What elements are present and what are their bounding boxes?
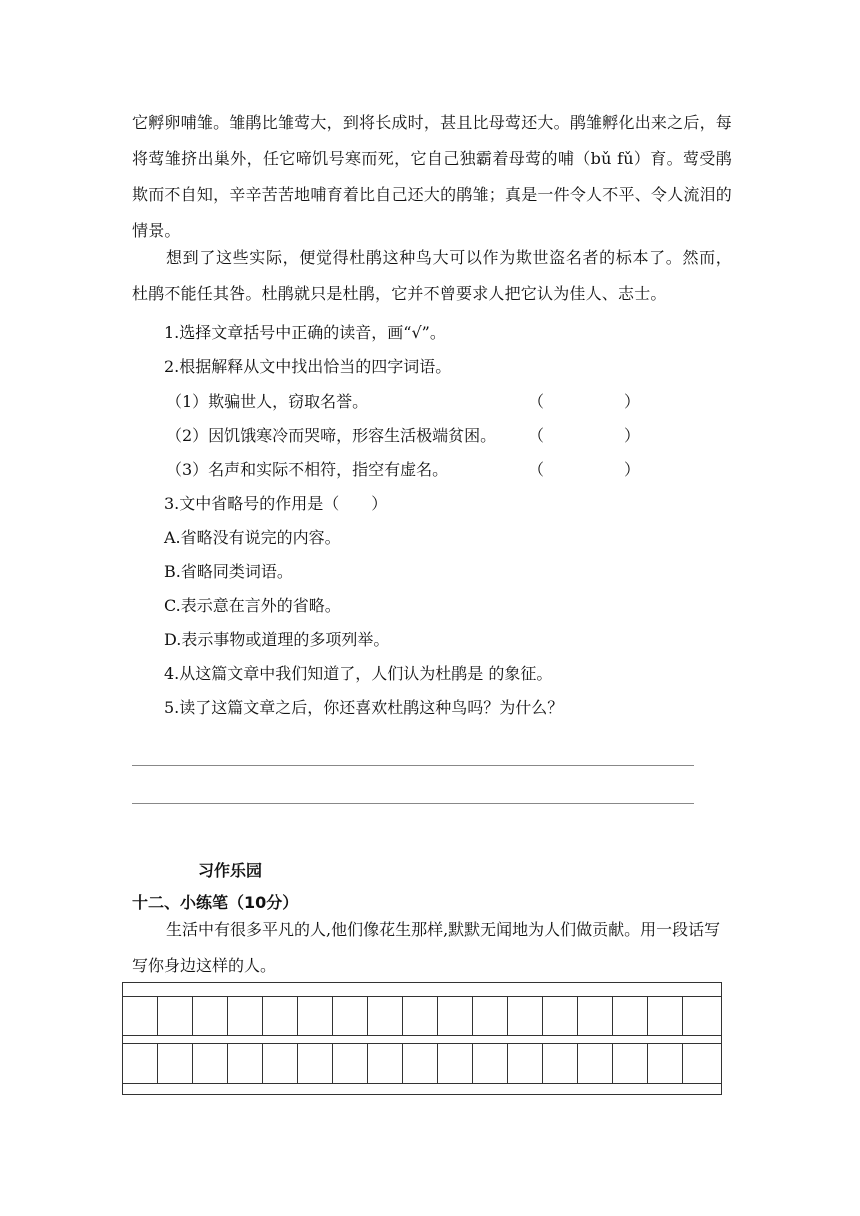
grid-cell[interactable] xyxy=(508,996,543,1035)
grid-cell[interactable] xyxy=(193,996,228,1035)
grid-cell[interactable] xyxy=(228,1043,263,1083)
answer-paren-close: ） xyxy=(624,426,641,445)
grid-cell[interactable] xyxy=(403,1043,438,1083)
grid-divider xyxy=(123,1083,721,1084)
grid-cell[interactable] xyxy=(333,1043,368,1083)
writing-heading: 习作乐园 xyxy=(198,861,263,880)
answer-line[interactable] xyxy=(132,765,694,766)
passage-paragraph-1: 它孵卵哺雏。雏鹃比雏莺大，到将长成时，甚且比母莺还大。鹃雏孵化出来之后，每将莺雏挤出巢外，任它啼饥号寒而死，它自己独霸着母莺的哺（bǔ fǔ）育。莺受鹃欺而不自知，辛辛苦苦地哺育着比自己还大的鹃雏；真是一件令人不平、令人流泪的情景。 xyxy=(132,113,732,240)
question-4: 4.从这篇文章中我们知道了，人们认为杜鹃是 的象征。 xyxy=(164,664,553,683)
answer-paren-open: （ xyxy=(528,392,545,411)
grid-cell[interactable] xyxy=(683,996,718,1035)
grid-row[interactable] xyxy=(123,996,721,1035)
grid-cell[interactable] xyxy=(648,996,683,1035)
grid-cell[interactable] xyxy=(368,1043,403,1083)
grid-cell[interactable] xyxy=(228,996,263,1035)
grid-cell[interactable] xyxy=(613,996,648,1035)
grid-row[interactable] xyxy=(123,1043,721,1083)
question-3-option-b: B.省略同类词语。 xyxy=(164,562,293,581)
question-2-item-3: （3）名声和实际不相符，指空有虚名。 xyxy=(166,460,449,479)
grid-cell[interactable] xyxy=(578,1043,613,1083)
answer-line[interactable] xyxy=(132,803,694,804)
question-3: 3.文中省略号的作用是（ ） xyxy=(164,494,388,513)
grid-cell[interactable] xyxy=(333,996,368,1035)
passage-paragraph-2: 想到了这些实际，便觉得杜鹃这种鸟大可以作为欺世盗名者的标本了。然而，杜鹃不能任其咎。杜鹃就只是杜鹃，它并不曾要求人把它认为佳人、志士。 xyxy=(132,248,732,303)
grid-cell[interactable] xyxy=(298,1043,333,1083)
grid-cell[interactable] xyxy=(543,996,578,1035)
writing-prompt: 生活中有很多平凡的人,他们像花生那样,默默无闻地为人们做贡献。用一段话写写你身边这样的人。 xyxy=(132,920,721,975)
grid-cell[interactable] xyxy=(263,996,298,1035)
question-2-item-1: （1）欺骗世人，窃取名誉。 xyxy=(166,392,369,411)
grid-cell[interactable] xyxy=(158,1043,193,1083)
grid-cell[interactable] xyxy=(648,1043,683,1083)
grid-cell[interactable] xyxy=(613,1043,648,1083)
writing-section-title: 十二、小练笔（10分） xyxy=(132,893,299,912)
grid-cell[interactable] xyxy=(543,1043,578,1083)
grid-cell[interactable] xyxy=(123,996,158,1035)
grid-cell[interactable] xyxy=(298,996,333,1035)
answer-paren-close: ） xyxy=(624,392,641,411)
grid-cell[interactable] xyxy=(438,996,473,1035)
grid-cell[interactable] xyxy=(508,1043,543,1083)
grid-cell[interactable] xyxy=(578,996,613,1035)
grid-cell[interactable] xyxy=(123,1043,158,1083)
grid-cell[interactable] xyxy=(158,996,193,1035)
grid-cell[interactable] xyxy=(438,1043,473,1083)
grid-cell[interactable] xyxy=(473,996,508,1035)
question-3-option-c: C.表示意在言外的省略。 xyxy=(164,596,341,615)
grid-cell[interactable] xyxy=(368,996,403,1035)
question-2: 2.根据解释从文中找出恰当的四字词语。 xyxy=(164,357,452,376)
grid-divider xyxy=(123,1035,721,1036)
question-2-item-2: （2）因饥饿寒冷而哭啼，形容生活极端贫困。 xyxy=(166,426,497,445)
question-1: 1.选择文章括号中正确的读音，画“√”。 xyxy=(164,323,446,342)
answer-paren-open: （ xyxy=(528,426,545,445)
grid-cell[interactable] xyxy=(193,1043,228,1083)
grid-cell[interactable] xyxy=(473,1043,508,1083)
grid-cell[interactable] xyxy=(263,1043,298,1083)
question-3-option-a: A.省略没有说完的内容。 xyxy=(164,528,341,547)
answer-paren-close: ） xyxy=(624,460,641,479)
grid-cell[interactable] xyxy=(683,1043,718,1083)
grid-cell[interactable] xyxy=(403,996,438,1035)
question-5: 5.读了这篇文章之后，你还喜欢杜鹃这种鸟吗？为什么？ xyxy=(164,698,564,717)
writing-grid[interactable] xyxy=(122,982,722,1095)
question-3-option-d: D.表示事物或道理的多项列举。 xyxy=(164,630,390,649)
answer-paren-open: （ xyxy=(528,460,545,479)
